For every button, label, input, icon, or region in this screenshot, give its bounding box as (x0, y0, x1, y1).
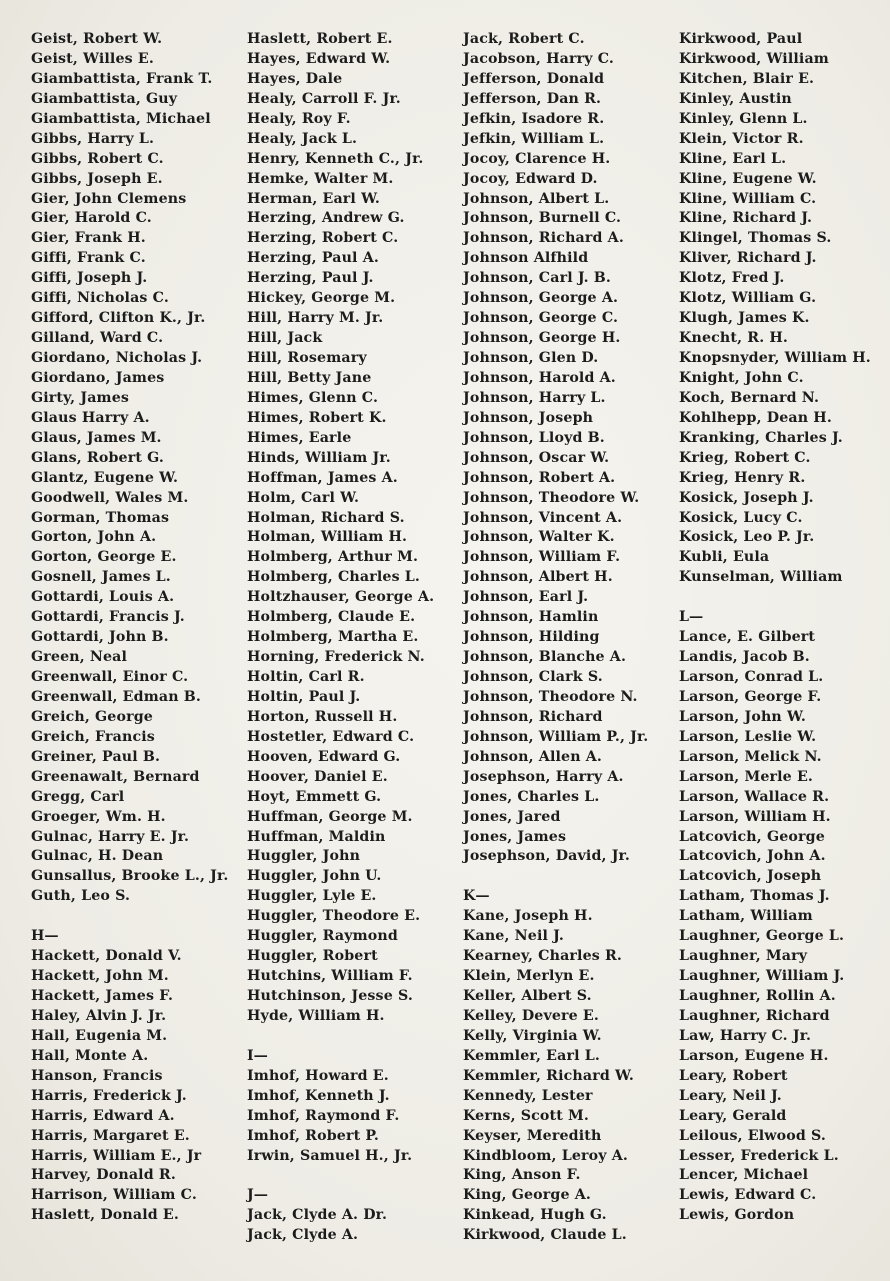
name-entry: Gilland, Ward C. (31, 330, 164, 347)
name-entry: Hackett, James F. (31, 988, 174, 1004)
name-column-4 (679, 30, 871, 1226)
name-entry: Giambattista, Guy (31, 90, 178, 107)
name-entry: Latcovich, Joseph (679, 868, 822, 885)
name-entry: Latham, William (679, 908, 813, 925)
name-entry: Jefkin, Isadore R. (463, 110, 605, 127)
name-column-1 (31, 30, 228, 1226)
name-entry: Huggler, Raymond (247, 928, 398, 945)
name-entry: Jack, Clyde A. (247, 1227, 359, 1244)
name-entry: Imhof, Howard E. (247, 1067, 389, 1084)
name-entry: Huggler, Lyle E. (247, 888, 377, 905)
name-entry: Kelley, Devere E. (463, 1007, 599, 1024)
name-entry: Giffi, Frank C. (31, 250, 146, 267)
name-entry: Johnson, Albert L. (463, 190, 610, 207)
name-entry: Jocoy, Edward D. (463, 170, 598, 187)
name-entry: Herzing, Paul J. (247, 270, 374, 287)
name-entry: Larson, Merle E. (679, 768, 814, 785)
name-entry: Law, Harry C. Jr. (679, 1027, 812, 1044)
name-entry: Kranking, Charles J. (679, 429, 843, 446)
name-entry: Haslett, Donald E. (31, 1207, 179, 1224)
name-entry: Gier, Harold C. (31, 210, 152, 227)
name-entry: Hill, Jack (247, 330, 323, 347)
name-entry: Johnson, Earl J. (463, 589, 589, 606)
name-entry: Leilous, Elwood S. (679, 1127, 827, 1144)
name-entry: Giordano, James (31, 369, 165, 386)
name-entry: King, Anson F. (463, 1167, 581, 1184)
name-entry: Johnson, Walter K. (463, 529, 615, 546)
name-entry: Hill, Betty Jane (247, 369, 372, 386)
name-entry: Kubli, Eula (679, 549, 770, 566)
name-entry: Hill, Harry M. Jr. (247, 310, 384, 327)
name-entry: Kosick, Joseph J. (679, 489, 814, 506)
name-entry: Johnson, Vincent A. (463, 509, 623, 526)
name-entry: Johnson, Theodore W. (463, 489, 640, 506)
name-entry: Gibbs, Joseph E. (31, 170, 163, 187)
name-entry: Kane, Joseph H. (463, 908, 593, 925)
name-entry: Johnson Alfhild (463, 250, 589, 267)
name-entry: Holm, Carl W. (247, 489, 360, 506)
name-entry: Holmberg, Arthur M. (247, 549, 419, 566)
name-entry: Holtin, Paul J. (247, 688, 361, 705)
name-entry: Latham, Thomas J. (679, 888, 830, 905)
name-entry: Johnson, Hamlin (463, 609, 599, 626)
name-entry: Klingel, Thomas S. (679, 230, 832, 247)
name-entry: Gulnac, Harry E. Jr. (31, 828, 190, 845)
name-entry: Kennedy, Lester (463, 1087, 593, 1104)
name-entry: Gunsallus, Brooke L., Jr. (31, 868, 229, 885)
name-entry: Greenawalt, Bernard (31, 768, 200, 785)
name-entry: Herman, Earl W. (247, 190, 381, 207)
name-entry: Harvey, Donald R. (31, 1167, 176, 1184)
section-spacer (463, 867, 648, 887)
name-entry: Giordano, Nicholas J. (31, 350, 203, 366)
name-entry: Huggler, Theodore E. (247, 908, 421, 925)
name-entry: Giambattista, Frank T. (31, 70, 213, 87)
name-entry: Greiner, Paul B. (31, 748, 161, 765)
name-entry: Johnson, Allen A. (463, 748, 603, 765)
section-letter-heading: J— (247, 1187, 268, 1204)
name-entry: Glans, Robert G. (31, 449, 164, 466)
name-entry: Guth, Leo S. (31, 888, 131, 905)
name-entry: Kirkwood, Claude L. (463, 1227, 627, 1244)
section-letter-heading: I— (247, 1047, 268, 1064)
name-entry: Imhof, Robert P. (247, 1127, 379, 1144)
name-entry: Johnson, Blanche A. (463, 649, 627, 666)
name-entry: Johnson, William F. (463, 549, 621, 566)
name-entry: Jefferson, Dan R. (463, 90, 602, 107)
name-entry: Girty, James (31, 389, 130, 406)
name-entry: Huffman, George M. (247, 808, 413, 825)
name-entry: Huggler, John (247, 848, 361, 865)
name-entry: Kane, Neil J. (463, 928, 564, 945)
name-entry: Harris, Edward A. (31, 1107, 175, 1124)
name-entry: Giffi, Joseph J. (31, 270, 148, 287)
name-entry: Healy, Carroll F. Jr. (247, 90, 401, 107)
name-entry: Huggler, John U. (247, 868, 382, 885)
name-entry: Hyde, William H. (247, 1007, 385, 1024)
name-entry: Hoffman, James A. (247, 469, 398, 486)
name-entry: Gosnell, James L. (31, 569, 171, 586)
name-entry: Kirkwood, William (679, 50, 829, 67)
name-entry: Himes, Glenn C. (247, 389, 379, 406)
name-entry: Gorton, John A. (31, 529, 157, 546)
name-entry: Kliver, Richard J. (679, 250, 817, 267)
name-entry: Holtin, Carl R. (247, 669, 365, 685)
name-entry: Hayes, Edward W. (247, 50, 391, 67)
name-entry: Knopsnyder, William H. (679, 350, 871, 366)
name-entry: Johnson, Richard (463, 708, 603, 725)
name-entry: Groeger, Wm. H. (31, 808, 166, 825)
name-entry: Josephson, David, Jr. (463, 848, 630, 865)
section-letter-heading: L— (679, 609, 704, 626)
name-entry: Hickey, George M. (247, 290, 396, 307)
name-entry: Latcovich, George (679, 828, 825, 845)
name-entry: Jefferson, Donald (463, 70, 605, 87)
name-entry: Holman, William H. (247, 529, 408, 546)
name-entry: Gier, Frank H. (31, 230, 146, 247)
name-entry: Healy, Jack L. (247, 130, 358, 147)
name-entry: Kosick, Lucy C. (679, 509, 803, 526)
name-entry: Johnson, William P., Jr. (463, 728, 649, 745)
name-entry: Gifford, Clifton K., Jr. (31, 310, 206, 327)
name-entry: Johnson, Burnell C. (463, 210, 622, 227)
name-entry: Lance, E. Gilbert (679, 629, 816, 646)
section-spacer (247, 1027, 434, 1047)
name-entry: Gibbs, Harry L. (31, 130, 155, 147)
name-entry: Kindbloom, Leroy A. (463, 1147, 629, 1164)
name-entry: Larson, Melick N. (679, 748, 822, 765)
name-entry: Hutchins, William F. (247, 968, 413, 985)
name-entry: Jacobson, Harry C. (463, 50, 614, 67)
name-entry: Kemmler, Richard W. (463, 1067, 634, 1084)
name-entry: Greenwall, Edman B. (31, 688, 201, 705)
name-entry: Hemke, Walter M. (247, 170, 394, 187)
name-entry: Jones, Jared (463, 808, 561, 825)
name-entry: Johnson, Clark S. (463, 669, 603, 685)
name-entry: Green, Neal (31, 649, 128, 666)
name-entry: Kosick, Leo P. Jr. (679, 529, 815, 546)
name-entry: Larson, William H. (679, 808, 831, 825)
name-entry: Larson, Eugene H. (679, 1047, 829, 1064)
name-entry: Leary, Neil J. (679, 1087, 782, 1104)
name-entry: Jack, Robert C. (463, 31, 585, 47)
name-entry: Kinkead, Hugh G. (463, 1207, 607, 1224)
name-entry: Johnson, Harry L. (463, 389, 606, 406)
name-entry: Herzing, Paul A. (247, 250, 379, 267)
name-entry: Kohlhepp, Dean H. (679, 409, 832, 426)
name-entry: Holmberg, Claude E. (247, 609, 416, 626)
name-entry: Horning, Frederick N. (247, 649, 425, 666)
name-entry: Gottardi, John B. (31, 629, 169, 646)
name-entry: Johnson, George A. (463, 290, 619, 307)
name-entry: Hill, Rosemary (247, 350, 367, 366)
name-entry: Keyser, Meredith (463, 1127, 602, 1144)
name-entry: Gorton, George E. (31, 549, 177, 566)
name-entry: Kirkwood, Paul (679, 31, 803, 47)
name-entry: Herzing, Robert C. (247, 230, 399, 247)
name-entry: Leary, Gerald (679, 1107, 787, 1124)
name-entry: Hutchinson, Jesse S. (247, 988, 413, 1004)
name-entry: Healy, Roy F. (247, 110, 351, 127)
name-entry: Hostetler, Edward C. (247, 728, 415, 745)
name-entry: King, George A. (463, 1187, 591, 1204)
name-entry: Herzing, Andrew G. (247, 210, 405, 227)
name-entry: Irwin, Samuel H., Jr. (247, 1147, 413, 1164)
name-entry: Hayes, Dale (247, 70, 343, 87)
name-entry: Lesser, Frederick L. (679, 1147, 839, 1164)
name-entry: Haley, Alvin J. Jr. (31, 1007, 167, 1024)
name-entry: Larson, Wallace R. (679, 788, 830, 805)
name-entry: Kearney, Charles R. (463, 948, 623, 965)
name-entry: Himes, Earle (247, 429, 352, 446)
section-letter-heading: H— (31, 928, 59, 945)
name-entry: Kitchen, Blair E. (679, 70, 815, 87)
name-entry: Henry, Kenneth C., Jr. (247, 150, 424, 167)
name-entry: Jones, Charles L. (463, 788, 600, 805)
name-entry: Knecht, R. H. (679, 330, 789, 347)
name-entry: Larson, George F. (679, 688, 822, 705)
name-entry: Klotz, Fred J. (679, 270, 785, 287)
name-entry: Hoyt, Emmett G. (247, 788, 382, 805)
name-entry: Giambattista, Michael (31, 110, 211, 127)
name-entry: Jones, James (463, 828, 567, 845)
section-spacer (247, 1166, 434, 1186)
name-entry: Landis, Jacob B. (679, 649, 810, 666)
name-entry: Hall, Eugenia M. (31, 1027, 168, 1044)
name-entry: Johnson, Hilding (463, 629, 600, 646)
name-entry: Geist, Robert W. (31, 31, 163, 47)
name-entry: Harris, William E., Jr (31, 1147, 202, 1164)
name-entry: Harris, Frederick J. (31, 1087, 187, 1104)
name-entry: Kline, Earl L. (679, 150, 787, 167)
name-column-2 (247, 30, 434, 1246)
name-entry: Holtzhauser, George A. (247, 589, 435, 606)
name-entry: Johnson, Robert A. (463, 469, 616, 486)
section-letter-heading: K— (463, 888, 490, 905)
name-entry: Kinley, Austin (679, 90, 792, 107)
name-entry: Laughner, Mary (679, 948, 808, 965)
name-entry: Holmberg, Martha E. (247, 629, 419, 646)
name-entry: Johnson, Joseph (463, 409, 594, 426)
name-entry: Leary, Robert (679, 1067, 788, 1084)
name-entry: Glaus, James M. (31, 429, 162, 446)
name-entry: Himes, Robert K. (247, 409, 387, 426)
name-entry: Greenwall, Einor C. (31, 669, 189, 685)
section-spacer (31, 907, 228, 927)
name-entry: Laughner, Richard (679, 1007, 830, 1024)
name-entry: Greich, George (31, 708, 153, 725)
name-entry: Klugh, James K. (679, 310, 810, 327)
name-entry: Josephson, Harry A. (463, 768, 624, 785)
name-entry: Johnson, Carl J. B. (463, 270, 612, 287)
name-entry: Huffman, Maldin (247, 828, 386, 845)
name-entry: Kerns, Scott M. (463, 1107, 589, 1124)
name-entry: Imhof, Kenneth J. (247, 1087, 390, 1104)
name-entry: Harris, Margaret E. (31, 1127, 190, 1144)
name-entry: Hooven, Edward G. (247, 748, 401, 765)
name-entry: Kline, William C. (679, 190, 817, 207)
name-entry: Koch, Bernard N. (679, 389, 820, 406)
name-entry: Johnson, Albert H. (463, 569, 613, 586)
name-entry: Klein, Merlyn E. (463, 968, 595, 985)
name-entry: Kinley, Glenn L. (679, 110, 808, 127)
name-entry: Horton, Russell H. (247, 708, 398, 725)
name-entry: Johnson, Theodore N. (463, 688, 638, 705)
name-entry: Kline, Richard J. (679, 210, 813, 227)
name-entry: Hall, Monte A. (31, 1047, 149, 1064)
name-entry: Hackett, John M. (31, 968, 169, 985)
name-entry: Huggler, Robert (247, 948, 378, 965)
name-entry: Laughner, Rollin A. (679, 988, 836, 1004)
name-entry: Knight, John C. (679, 369, 804, 386)
name-entry: Glaus Harry A. (31, 409, 150, 426)
name-entry: Jack, Clyde A. Dr. (247, 1207, 388, 1224)
name-entry: Johnson, George C. (463, 310, 619, 327)
name-entry: Johnson, Lloyd B. (463, 429, 605, 446)
name-entry: Jocoy, Clarence H. (463, 150, 611, 167)
name-entry: Holmberg, Charles L. (247, 569, 421, 586)
name-entry: Haslett, Robert E. (247, 31, 393, 47)
name-entry: Kelly, Virginia W. (463, 1027, 602, 1044)
name-entry: Gottardi, Louis A. (31, 589, 175, 606)
name-entry: Gulnac, H. Dean (31, 848, 164, 865)
name-entry: Larson, Conrad L. (679, 669, 824, 685)
name-entry: Laughner, George L. (679, 928, 845, 945)
name-entry: Goodwell, Wales M. (31, 489, 189, 506)
name-entry: Larson, Leslie W. (679, 728, 817, 745)
name-entry: Johnson, Oscar W. (463, 449, 610, 466)
name-entry: Imhof, Raymond F. (247, 1107, 400, 1124)
name-entry: Lencer, Michael (679, 1167, 809, 1184)
name-entry: Johnson, Harold A. (463, 369, 616, 386)
name-entry: Hoover, Daniel E. (247, 768, 388, 785)
name-entry: Holman, Richard S. (247, 509, 405, 526)
name-entry: Gorman, Thomas (31, 509, 170, 526)
name-entry: Johnson, Glen D. (463, 350, 599, 366)
name-entry: Kemmler, Earl L. (463, 1047, 600, 1064)
name-entry: Geist, Willes E. (31, 50, 154, 67)
name-entry: Jefkin, William L. (463, 130, 605, 147)
name-entry: Greich, Francis (31, 728, 155, 745)
name-column-3 (463, 30, 648, 1246)
name-entry: Gottardi, Francis J. (31, 609, 185, 626)
section-spacer (679, 588, 871, 608)
name-entry: Johnson, Richard A. (463, 230, 624, 247)
name-entry: Krieg, Robert C. (679, 449, 811, 466)
name-entry: Gier, John Clemens (31, 190, 187, 207)
name-entry: Hinds, William Jr. (247, 449, 391, 466)
name-entry: Hackett, Donald V. (31, 948, 182, 965)
name-entry: Lewis, Gordon (679, 1207, 795, 1224)
name-entry: Glantz, Eugene W. (31, 469, 179, 486)
name-entry: Hanson, Francis (31, 1067, 163, 1084)
name-entry: Klotz, William G. (679, 290, 817, 307)
name-entry: Gibbs, Robert C. (31, 150, 164, 167)
name-entry: Lewis, Edward C. (679, 1187, 817, 1204)
name-entry: Krieg, Henry R. (679, 469, 806, 486)
name-entry: Keller, Albert S. (463, 988, 592, 1004)
name-entry: Kline, Eugene W. (679, 170, 817, 187)
name-entry: Gregg, Carl (31, 788, 125, 805)
name-entry: Harrison, William C. (31, 1187, 197, 1204)
name-entry: Latcovich, John A. (679, 848, 826, 865)
name-entry: Johnson, George H. (463, 330, 621, 347)
name-entry: Kunselman, William (679, 569, 843, 586)
name-entry: Giffi, Nicholas C. (31, 290, 169, 307)
name-entry: Laughner, William J. (679, 968, 845, 985)
name-entry: Klein, Victor R. (679, 130, 804, 147)
name-entry: Larson, John W. (679, 708, 806, 725)
